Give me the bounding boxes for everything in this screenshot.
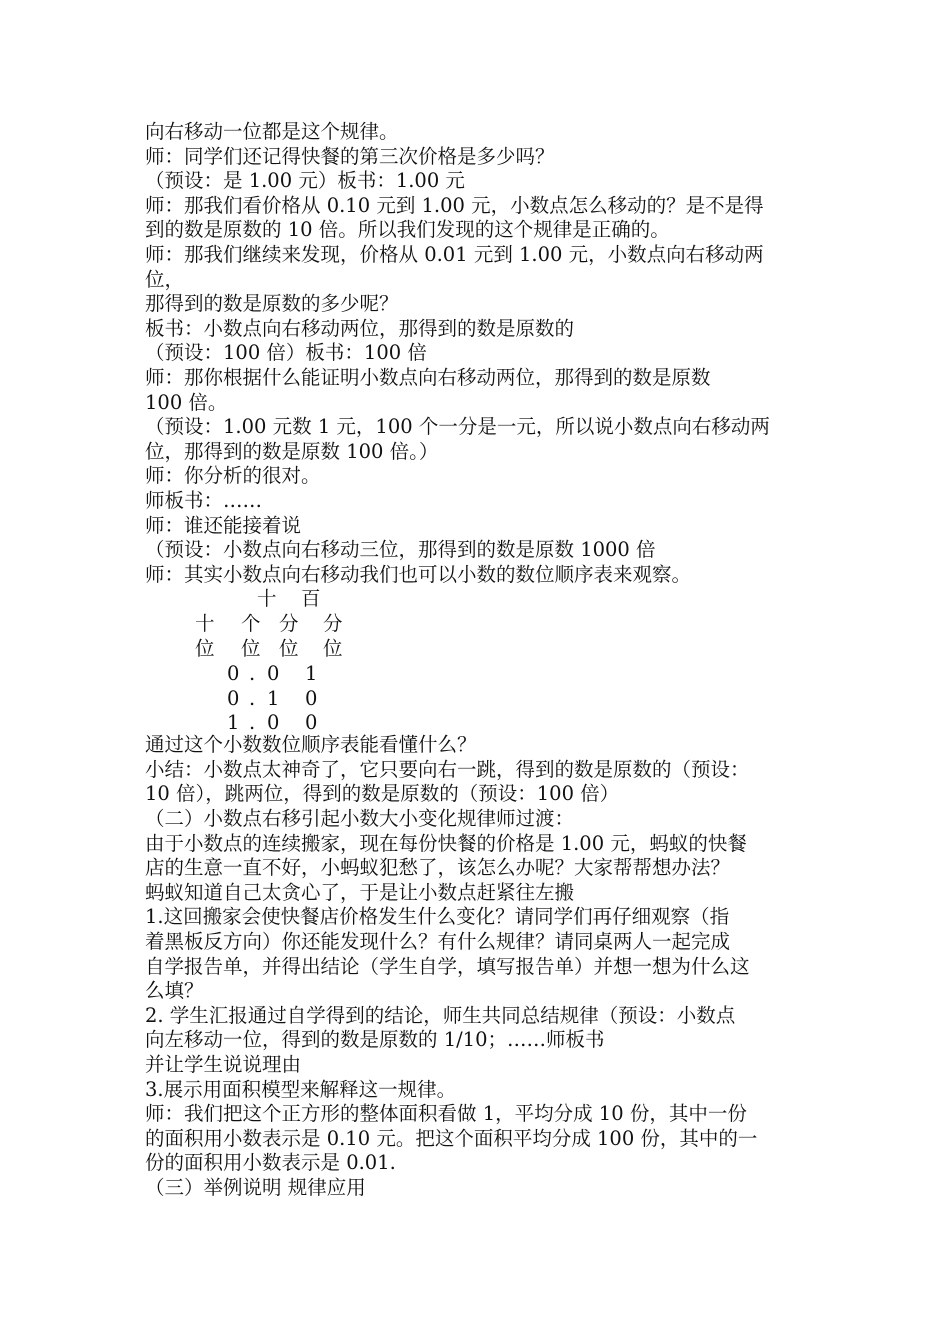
- header-hundredths: 分: [323, 612, 343, 636]
- text-line: 师：那我们看价格从 0.10 元到 1.00 元，小数点怎么移动的？是不是得: [145, 193, 764, 217]
- row3-dot: .: [249, 711, 256, 735]
- header-ones: 个: [241, 612, 261, 636]
- text-line: （二）小数点右移引起小数大小变化规律师过渡：: [145, 807, 575, 831]
- document-page: [145, 120, 815, 1201]
- row3-tenths: 0: [267, 711, 280, 735]
- text-line: 的面积用小数表示是 0.10 元。把这个面积平均分成 100 份，其中的一: [145, 1126, 758, 1150]
- text-line: 么填？: [145, 979, 204, 1003]
- row1-dot: .: [249, 662, 256, 686]
- text-line: 师：我们把这个正方形的整体面积看做 1，平均分成 10 份，其中一份: [145, 1102, 747, 1126]
- text-line: （预设：是 1.00 元）板书：1.00 元: [145, 169, 465, 193]
- text-line: 1.这回搬家会使快餐店价格发生什么变化？请同学们再仔细观察（指: [145, 905, 730, 929]
- header-wei-2: 位: [241, 637, 261, 661]
- text-line: （三）举例说明 规律应用: [145, 1175, 366, 1199]
- row3-ones: 1: [227, 711, 240, 735]
- text-line: （预设：100 倍）板书：100 倍: [145, 341, 427, 365]
- header-tenths: 分: [279, 612, 299, 636]
- text-line: 师：同学们还记得快餐的第三次价格是多少吗？: [145, 144, 555, 168]
- text-line: 自学报告单，并得出结论（学生自学，填写报告单）并想一想为什么这: [145, 954, 750, 978]
- place-value-table: [145, 587, 815, 733]
- text-line: 着黑板反方向）你还能发现什么？有什么规律？请同桌两人一起完成: [145, 930, 731, 954]
- text-line: （预设：1.00 元数 1 元，100 个一分是一元，所以说小数点向右移动两: [145, 415, 770, 439]
- text-line: 师板书：……: [145, 488, 263, 512]
- row3-hundredths: 0: [305, 711, 318, 735]
- text-line: 2. 学生汇报通过自学得到的结论，师生共同总结规律（预设：小数点: [145, 1003, 736, 1027]
- text-line: 板书：小数点向右移动两位，那得到的数是原数的: [145, 316, 575, 340]
- text-line: 小结：小数点太神奇了，它只要向右一跳，得到的数是原数的（预设：: [145, 757, 750, 781]
- header-hundredths-top: 百: [301, 587, 321, 611]
- header-wei-4: 位: [323, 637, 343, 661]
- text-block-top: [145, 120, 815, 587]
- text-line: 师：其实小数点向右移动我们也可以小数的数位顺序表来观察。: [145, 562, 692, 586]
- row1-hundredths: 1: [305, 662, 318, 686]
- row2-ones: 0: [227, 687, 240, 711]
- text-line: 100 倍。: [145, 390, 228, 414]
- text-line: 并让学生说说理由: [145, 1053, 302, 1076]
- row2-hundredths: 0: [305, 687, 318, 711]
- row1-ones: 0: [227, 662, 240, 686]
- row1-tenths: 0: [267, 662, 280, 686]
- text-line: （预设：小数点向右移动三位，那得到的数是原数 1000 倍: [145, 538, 656, 562]
- row2-dot: .: [249, 687, 256, 711]
- text-line: 到的数是原数的 10 倍。所以我们发现的这个规律是正确的。: [145, 218, 670, 242]
- text-line: 向右移动一位都是这个规律。: [145, 120, 399, 143]
- header-tens: 十: [195, 612, 215, 636]
- text-line: 向左移动一位，得到的数是原数的 1/10；……师板书: [145, 1028, 605, 1052]
- text-line: 由于小数点的连续搬家，现在每份快餐的价格是 1.00 元，蚂蚁的快餐: [145, 831, 747, 855]
- text-line: 3.展示用面积模型来解释这一规律。: [145, 1077, 457, 1101]
- text-block-bottom: [145, 733, 815, 1200]
- text-line: 师：谁还能接着说: [145, 513, 302, 537]
- header-wei-3: 位: [279, 637, 299, 661]
- text-line: 蚂蚁知道自己太贪心了，于是让小数点赶紧往左搬: [145, 880, 575, 904]
- text-line: 那得到的数是原数的多少呢？: [145, 292, 399, 316]
- text-line: 份的面积用小数表示是 0.01.: [145, 1151, 396, 1175]
- text-line: 师：你分析的很对。: [145, 464, 321, 488]
- text-line: 位，: [145, 267, 185, 291]
- text-line: 师：那我们继续来发现，价格从 0.01 元到 1.00 元，小数点向右移动两: [145, 242, 764, 266]
- row2-tenths: 1: [267, 687, 280, 711]
- header-tenths-top: 十: [257, 587, 277, 611]
- text-line: 10 倍），跳两位，得到的数是原数的（预设：100 倍）: [145, 782, 620, 806]
- text-line: 店的生意一直不好，小蚂蚁犯愁了，该怎么办呢？大家帮帮想办法？: [145, 856, 731, 880]
- text-line: 师：那你根据什么能证明小数点向右移动两位，那得到的数是原数: [145, 365, 711, 389]
- text-line: 位，那得到的数是原数 100 倍。）: [145, 439, 439, 463]
- text-line: 通过这个小数数位顺序表能看懂什么？: [145, 733, 477, 757]
- header-wei-1: 位: [195, 637, 215, 661]
